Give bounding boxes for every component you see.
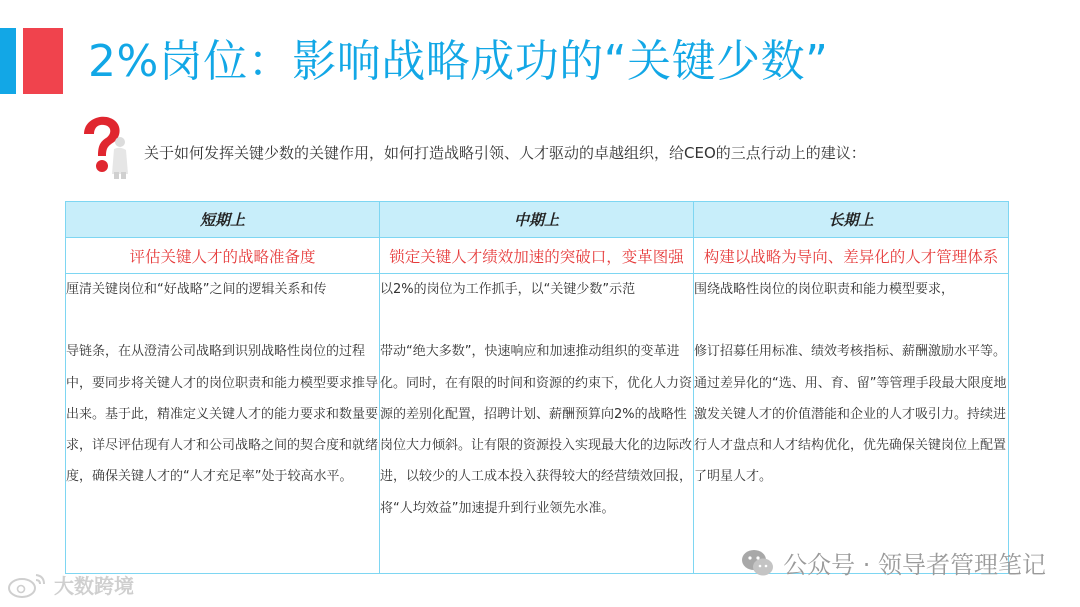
page-title: 2%岗位：影响战略成功的“关键少数”: [88, 36, 829, 87]
body-paragraph: 带动“绝大多数”，快速响应和加速推动组织的变革进化。同时，在有限的时间和资源的约束下，优化人力资源的差别化配置，招聘计划、薪酬预算向2%的战略性岗位大力倾斜。让有限的资源投入实现最大化的边际改进，以较少的人工成本投入获得较大的经营绩效回报，将“人均效益”加速提升到行业领先水准。: [380, 344, 693, 516]
intro-text: 关于如何发挥关键少数的关键作用，如何打造战略引领、人才驱动的卓越组织，给CEO的三点行动上的建议：: [144, 144, 866, 162]
subtitle-short-term: 评估关键人才的战略准备度: [66, 238, 380, 274]
accent-bar-red: [23, 28, 63, 94]
subtitle-mid-term: 锁定关键人才绩效加速的突破口，变革图强: [380, 238, 694, 274]
body-cell-long-term: [694, 274, 1009, 574]
subtitle-long-term: 构建以战略为导向、差异化的人才管理体系: [694, 238, 1009, 274]
column-header-short-term: 短期上: [66, 202, 380, 238]
body-paragraph: 厘清关键岗位和“好战略”之间的逻辑关系和传: [66, 282, 327, 297]
body-paragraph: 围绕战略性岗位的岗位职责和能力模型要求，: [694, 282, 955, 297]
wechat-watermark-text: 公众号 · 领导者管理笔记: [783, 551, 1046, 579]
wechat-watermark: [741, 545, 1046, 580]
accent-bar-blue: [0, 28, 16, 94]
weibo-watermark-text: 大数跨境: [54, 574, 134, 598]
action-plan-table: [65, 201, 1009, 574]
table-header-row: [66, 202, 1009, 238]
body-cell-short-term: [66, 274, 380, 574]
body-paragraph: 导链条，在从澄清公司战略到识别战略性岗位的过程中，要同步将关键人才的岗位职责和能力模型要求推导出来。基于此，精准定义关键人才的能力要求和数量要求，详尽评估现有人才和公司战略之间的契合度和就绪度，确保关键人才的“人才充足率”处于较高水平。: [66, 344, 379, 485]
table-body-row: [66, 274, 1009, 574]
wechat-icon: [741, 548, 775, 578]
column-header-mid-term: 中期上: [380, 202, 694, 238]
column-header-long-term: 长期上: [694, 202, 1009, 238]
table-subtitle-row: [66, 238, 1009, 274]
weibo-icon: [6, 571, 48, 599]
body-paragraph: 修订招募任用标准、绩效考核指标、薪酬激励水平等。通过差异化的“选、用、育、留”等管理手段最大限度地激发关键人才的价值潜能和企业的人才吸引力。持续进行人才盘点和人才结构优化，优先确保关键岗位上配置了明星人才。: [694, 344, 1007, 485]
body-cell-mid-term: [380, 274, 694, 574]
weibo-watermark: [6, 570, 134, 599]
body-paragraph: 以2%的岗位为工作抓手，以“关键少数”示范: [380, 282, 636, 297]
question-mark-person-icon: [76, 114, 132, 180]
